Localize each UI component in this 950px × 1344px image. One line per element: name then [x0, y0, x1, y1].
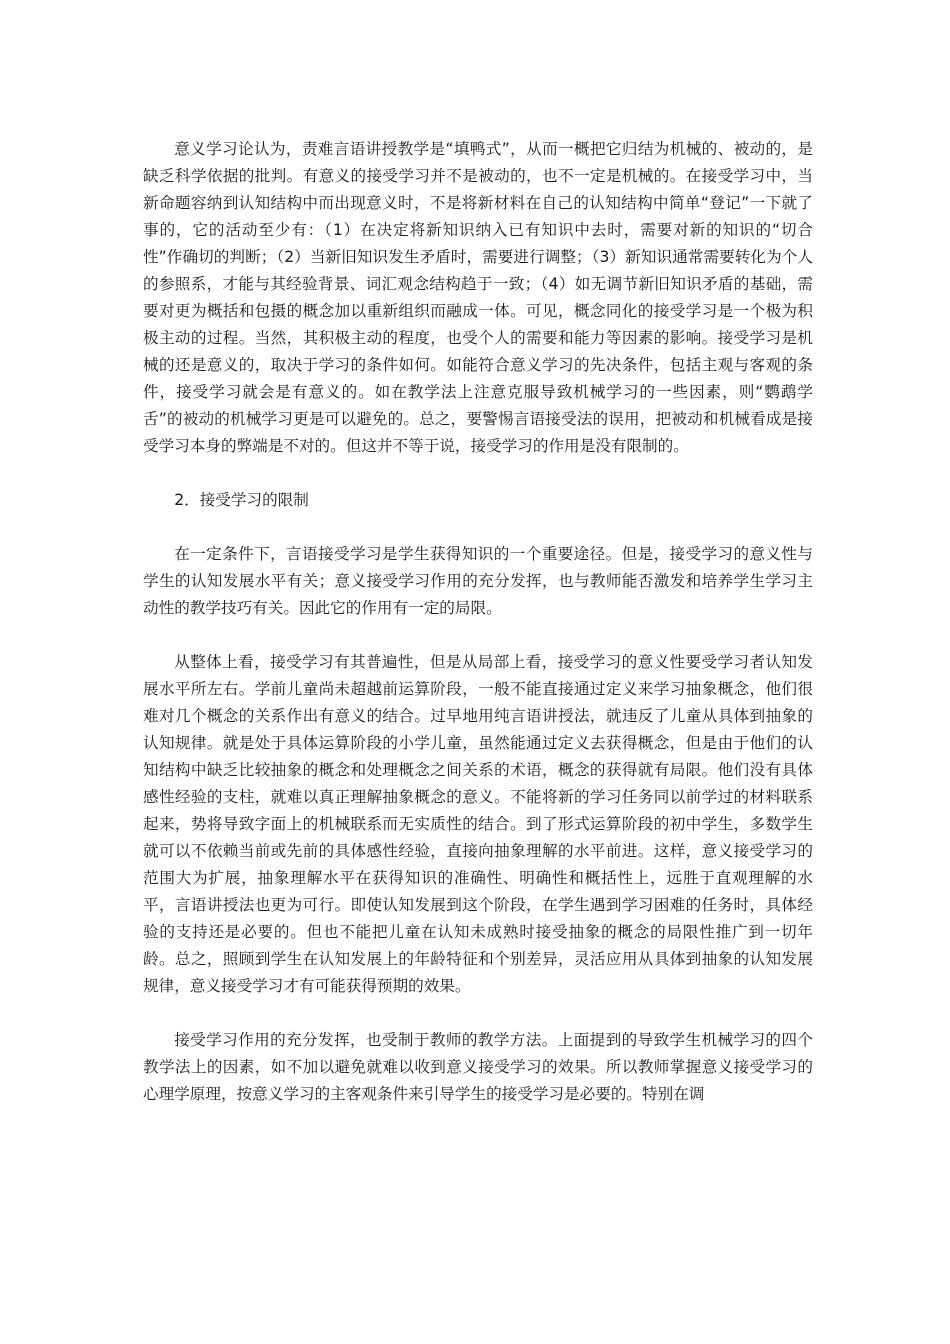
paragraph-cognitive-development: 从整体上看，接受学习有其普遍性，但是从局部上看，接受学习的意义性要受学习者认知发展水平所左右。学前儿童尚未超越前运算阶段，一般不能直接通过定义来学习抽象概念，他们很难对几个概念的关系作出有意义的结合。过早地用纯言语讲授法，就违反了儿童从具体到抽象的认知规律。就是处于具体运算阶段的小学儿童，虽然能通过定义去获得概念，但是由于他们的认知结构中缺乏比较抽象的概念和处理概念之间关系的术语，概念的获得就有局限。他们没有具体感性经验的支柱，就难以真正理解抽象概念的意义。不能将新的学习任务同以前学过的材料联系起来，势将导致字面上的机械联系而无实质性的结合。到了形式运算阶段的初中学生，多数学生就可以不依赖当前或先前的具体感性经验，直接向抽象理解的水平前进。这样，意义接受学习的范围大为扩展，抽象理解水平在获得知识的准确性、明确性和概括性上，远胜于直观理解的水平，言语讲授法也更为可行。即使认知发展到这个阶段，在学生遇到学习困难的任务时，具体经验的支持还是必要的。但也不能把儿童在认知未成熟时接受抽象的概念的局限性推广到一切年龄。总之，照顾到学生在认知发展上的年龄特征和个别差异，灵活应用从具体到抽象的认知发展规律，意义接受学习才有可能获得预期的效果。	[143, 653, 813, 995]
paragraph-teaching-methods: 接受学习作用的充分发挥，也受制于教师的教学方法。上面提到的导致学生机械学习的四个教学法上的因素，如不加以避免就难以收到意义接受学习的效果。所以教师掌握意义接受学习的心理学原理，按意义学习的主客观条件来引导学生的接受学习是必要的。特别在调	[143, 1031, 813, 1103]
document-page	[143, 136, 813, 1135]
paragraph-conditions: 在一定条件下，言语接受学习是学生获得知识的一个重要途径。但是，接受学习的意义性与学生的认知发展水平有关；意义接受学习作用的充分发挥，也与教师能否激发和培养学生学习主动性的教学技巧有关。因此它的作用有一定的局限。	[143, 545, 813, 617]
section-heading-limits: 2．接受学习的限制	[174, 491, 309, 509]
paragraph-meaningful-learning: 意义学习论认为，责难言语讲授教学是“填鸭式”，从而一概把它归结为机械的、被动的，是缺乏科学依据的批判。有意义的接受学习并不是被动的，也不一定是机械的。在接受学习中，当新命题容纳到认知结构中而出现意义时，不是将新材料在自己的认知结构中简单“登记”一下就了事的，它的活动至少有：（1）在决定将新知识纳入已有知识中去时，需要对新的知识的“切合性”作确切的判断；（2）当新旧知识发生矛盾时，需要进行调整；（3）新知识通常需要转化为个人的参照系，才能与其经验背景、词汇观念结构趋于一致；（4）如无调节新旧知识矛盾的基础，需要对更为概括和包摄的概念加以重新组织而融成一体。可见，概念同化的接受学习是一个极为积极主动的过程。当然，其积极主动的程度，也受个人的需要和能力等因素的影响。接受学习是机械的还是意义的，取决于学习的条件如何。如能符合意义学习的先决条件，包括主观与客观的条件，接受学习就会是有意义的。如在教学法上注意克服导致机械学习的一些因素，则“鹦鹉学舌”的被动的机械学习更是可以避免的。总之，要警惕言语接受法的误用，把被动和机械看成是接受学习本身的弊端是不对的。但这并不等于说，接受学习的作用是没有限制的。	[143, 140, 813, 455]
